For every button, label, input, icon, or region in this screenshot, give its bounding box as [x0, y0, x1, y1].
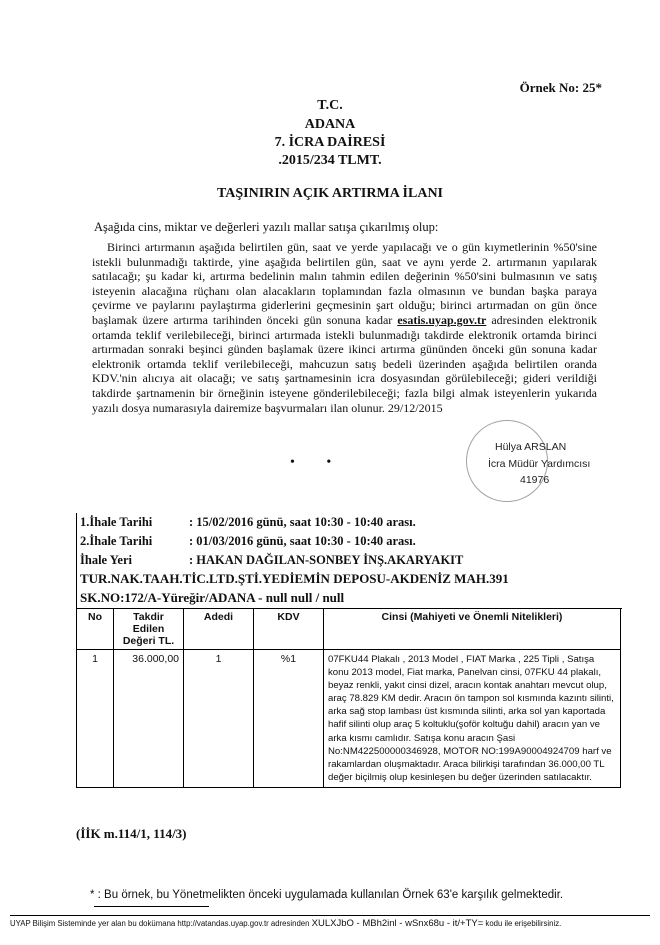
- first-auction-label: 1.İhale Tarihi: [80, 515, 153, 529]
- auction-place-value: : HAKAN DAĞILAN-SONBEY İNŞ.AKARYAKIT: [189, 553, 464, 567]
- header-city: ADANA: [304, 117, 356, 132]
- header-country: T.C.: [317, 98, 343, 113]
- law-reference: (İİK m.114/1, 114/3): [76, 826, 187, 841]
- footer-text-before: UYAP Bilişim Sisteminde yer alan bu dokümana http://vatandas.uyap.gov.tr adresinden: [10, 919, 310, 928]
- auction-details: [76, 513, 622, 609]
- first-auction-value: : 15/02/2016 günü, saat 10:30 - 10:40 arası.: [189, 515, 416, 529]
- header-office: 7. İCRA DAİRESİ: [274, 135, 386, 150]
- footer-text-after: kodu ile erişebilirsiniz.: [485, 919, 562, 928]
- signature-role: İcra Müdür Yardımcısı: [488, 458, 591, 470]
- footnote-text: * : Bu örnek, bu Yönetmelikten önceki uygulamada kullanılan Örnek 63'e karşılık gelmektedir.: [90, 889, 564, 901]
- table-row: [77, 650, 621, 788]
- cell-desc: 07FKU44 Plakalı , 2013 Model , FIAT Marka , 225 Tipli , Satışa konu 2013 model, Fiat marka, Panelvan cinsi, 07FKU 44 plakalı, beyaz renkli, yakıt cinsi dizel, aracın kontak anahtarı mevcut olup, araç 78.829 KM dedir. Aracın ön tampon sol kısmında kazıntı silinti, arka sağ stop lambası üst kısmında silinti, arka sol yan kaportada hafif silinti olup araç 5 koltuklu(şoför koltuğu dahil) aracın yan ve arka kısmı camlıdır. Satışa konu aracın Şasi No:NM422500000346928, MOTOR NO:199A90004924709 harf ve rakamlardan oluşmaktadır. Araca bilirkişi tarafından 36.000,00 TL değer biçilmiş olup kesinleşen bu değer üzerinden satılacaktır.: [324, 650, 621, 788]
- second-auction-label: 2.İhale Tarihi: [80, 534, 153, 548]
- second-auction-row: [77, 532, 622, 551]
- col-value-header: Takdir Edilen Değeri TL.: [114, 609, 184, 650]
- auction-place-line3: SK.NO:172/A-Yüreğir/ADANA - null null / null: [80, 590, 345, 605]
- col-kdv-header: KDV: [254, 609, 324, 650]
- notice-body: [92, 240, 597, 415]
- col-qty-header: Adedi: [184, 609, 254, 650]
- col-desc-header: Cinsi (Mahiyeti ve Önemli Nitelikleri): [324, 609, 621, 650]
- auction-place-label: İhale Yeri: [80, 553, 132, 567]
- auction-place-line2: TUR.NAK.TAAH.TİC.LTD.ŞTİ.YEDİEMİN DEPOSU-AKDENİZ MAH.391: [80, 571, 509, 586]
- decorative-dots: • •: [290, 455, 332, 470]
- auction-place-line3-row: [77, 589, 622, 609]
- notice-body-part1: Birinci artırmanın aşağıda belirtilen gün, saat ve yerde yapılacağı ve o gün kıymetlerinin %50'sine istekli bulunmadığı taktirde, yine aşağıda belirtilen gün, saat ve aynı yerde 2. artırmanın yapılarak satılacağı; şu kadar ki, artırma bedelinin malın tahmin edilen değerinin %50'sini bulmasının ve satış isteyenin alacağına rüçhanı olan alacakların toplamından fazla olmasının ve bundan başka paraya çevirme ve paylarını paylaştırma giderlerini geçmesinin şart olduğu; birinci artırmadan on gün önce başlamak üzere artırma tarihinden önceki gün sonuna kadar: [92, 240, 597, 327]
- page-footer: [10, 915, 650, 929]
- notice-title: TAŞINIRIN AÇIK ARTIRMA İLANI: [216, 186, 444, 201]
- table-header-row: [77, 609, 621, 650]
- second-auction-value: : 01/03/2016 günü, saat 10:30 - 10:40 arası.: [189, 534, 416, 548]
- items-table: [76, 608, 621, 788]
- esatis-link[interactable]: esatis.uyap.gov.tr: [397, 312, 487, 327]
- header-file-no: .2015/234 TLMT.: [278, 153, 382, 168]
- cell-kdv: %1: [254, 650, 324, 788]
- auction-place-line2-row: [77, 570, 622, 589]
- signature-code: 41976: [520, 474, 550, 486]
- first-auction-row: [77, 513, 622, 532]
- cell-value: 36.000,00: [114, 650, 184, 788]
- footnote: [90, 889, 640, 913]
- auction-place-row: [77, 551, 622, 570]
- cell-no: 1: [77, 650, 114, 788]
- signature-name: Hülya ARSLAN: [495, 441, 567, 453]
- ornek-no: Örnek No: 25*: [519, 80, 602, 95]
- footer-verification-code: XULXJbO - MBh2inl - wSnx68u - it/+TY=: [311, 918, 484, 929]
- notice-body-part2: adresinden elektronik ortamda teklif verilebileceği, birinci artırmada istekli bulunmadığı takdirde elektronik ortamda birinci artırmadan sonraki beşinci günden başlamak üzere ikinci artırma gününden önceki gün sonuna kadar elektronik ortamda teklif verilebileceği, mahcuzun satış bedeli üzerinden aşağıda belirtilen oranda KDV.'nin alıcıya ait olacağı; ve satış şartnamesinin icra dosyasından görülebileceği; gideri verildiği takdirde şartnamenin bir örneğinin isteyene gönderilebileceği; fazla bilgi almak isteyenlerin yukarıda yazılı dosya numarasıyla dairemize başvurmaları ilan olunur. 29/12/2015: [92, 312, 598, 415]
- cell-qty: 1: [184, 650, 254, 788]
- footnote-line: [94, 906, 209, 907]
- col-no-header: No: [77, 609, 114, 650]
- intro-text: Aşağıda cins, miktar ve değerleri yazılı mallar satışa çıkarılmış olup:: [94, 220, 439, 234]
